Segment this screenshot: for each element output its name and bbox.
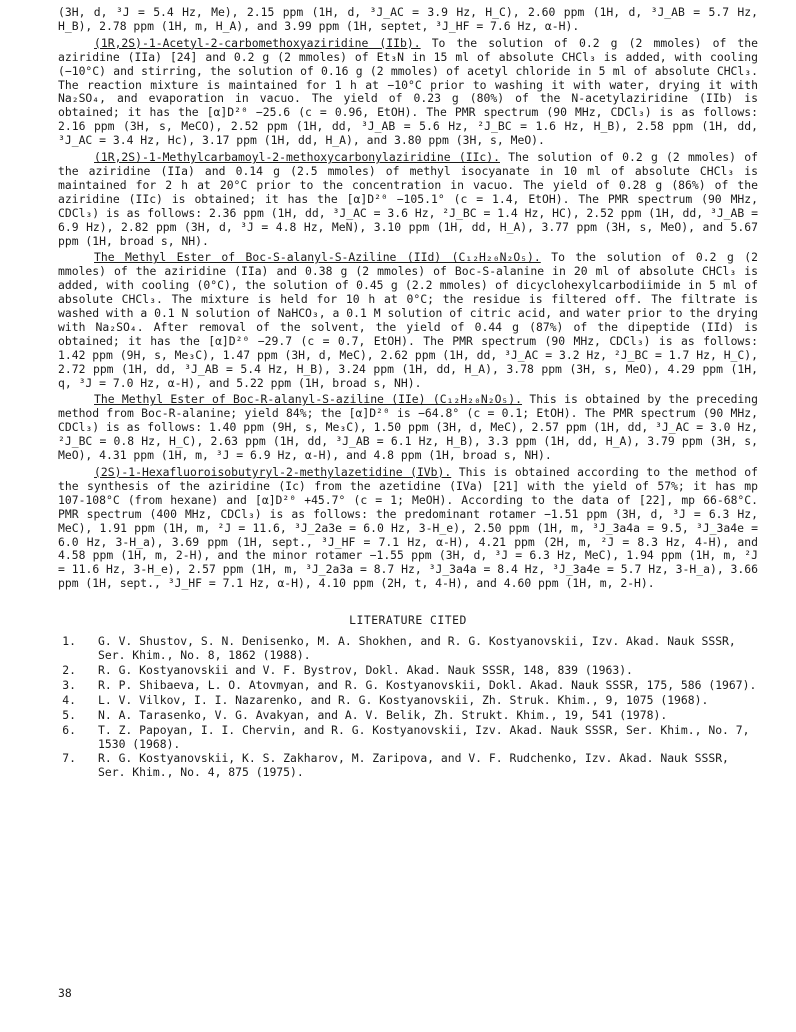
reference-number: 4. bbox=[62, 692, 76, 707]
paper-page bbox=[58, 6, 758, 781]
paragraph-text: This is obtained by the preceding method from Boc-R-alanine; yield 84%; the [α]D²⁰ is −64.8° (c = 0.1; EtOH). The PMR spectrum (90 MHz, CDCl₃) is as follows: 1.40 ppm (9H, s, Me₃C), 1.50 ppm (3H, d, MeC), 2.57 ppm (1H, dd, ³J_AC = 3.0 Hz, ²J_BC = 0.8 Hz, H_C), 2.63 ppm (1H, dd, ³J_AB = 6.1 Hz, H_B), 3.3 ppm (1H, dd, H_A), 3.79 ppm (3H, s, MeO), 4.31 ppm (1H, m, ³J = 6.9 Hz, α-H), and 4.8 ppm (1H, broad s, NH). bbox=[58, 392, 758, 463]
paragraph-text: To the solution of 0.2 g (2 mmoles) of the aziridine (IIa) [24] and 0.2 g (2 mmoles) of Et₃N in 15 ml of absolute CHCl₃ is added, with cooling (−10°C) and stirring, the solution of 0.16 g (2 mmoles) of acetyl chloride in 5 ml of absolute CHCl₃. The reaction mixture is maintained for 1 h at −10°C prior to washing it with water, drying it with Na₂SO₄, and evaporation in vacuo. The yield of 0.23 g (80%) of the N-acetylaziridine (IIb) is obtained; it has the [α]D²⁰ −25.6 (c = 0.96, EtOH). The PMR spectrum (90 MHz, CDCl₃) is as follows: 2.16 ppm (3H, s, MeCO), 2.52 ppm (1H, dd, ³J_AB = 5.6 Hz, ²J_BC = 1.6 Hz, H_B), 2.58 ppm (1H, dd, ³J_AC = 3.4 Hz, Hc), 3.17 ppm (1H, dd, H_A), and 3.80 ppm (3H, s, MeO). bbox=[58, 35, 758, 148]
reference-list bbox=[58, 635, 758, 780]
paragraph-text: This is obtained according to the method of the synthesis of the aziridine (Ic) from the azetidine (IVa) [21] with the yield of 57%; it has mp 107-108°C (from hexane) and [α]D²⁰ +45.7° (c = 1; MeOH). According to the data of [22], mp 66-68°C. PMR spectrum (400 MHz, CDCl₃) is as follows: the predominant rotamer −1.51 ppm (3H, d, ³J = 6.3 Hz, MeC), 1.91 ppm (1H, m, ²J = 11.6, ³J_2a3e = 6.0 Hz, 3-H_e), 2.50 ppm (1H, m, ³J_3a4a = 9.5, ³J_3a4e = 6.0 Hz, 3-H_a), 3.69 ppm (1H, sept., ³J_HF = 7.1 Hz, α-H), 4.21 ppm (2H, m, ²J = 8.3 Hz, 4-H), and 4.58 ppm (1H, m, 2-H), and the minor rotamer −1.55 ppm (3H, d, ³J = 6.3 Hz, MeC), 1.94 ppm (1H, m, ²J = 11.6 Hz, 3-H_e), 2.57 ppm (1H, m, ³J_2a3a = 8.7 Hz, ³J_3a4a = 8.4 Hz, ³J_3a4e = 5.7 Hz, 3-H_a), 3.66 ppm (1H, sept., ³J_HF = 7.1 Hz, α-H), 4.10 ppm (2H, t, 4-H), and 4.60 ppm (1H, m, 2-H). bbox=[58, 465, 758, 591]
reference-item bbox=[58, 664, 758, 678]
paragraph-text: The solution of 0.2 g (2 mmoles) of the aziridine (IIa) and 0.14 g (2.5 mmoles) of methyl isocyanate in 10 ml of absolute CHCl₃ is maintained for 2 h at 20°C prior to the concentration in vacuo. The yield of 0.28 g (86%) of the aziridine (IIc) is obtained; it has the [α]D²⁰ −105.1° (c = 1.4, EtOH). The PMR spectrum (90 MHz, CDCl₃) is as follows: 2.36 ppm (1H, dd, ³J_AC = 3.6 Hz, ²J_BC = 1.4 Hz, HC), 2.52 ppm (1H, dd, ³J_AB = 6.9 Hz), 2.82 ppm (3H, d, ³J = 4.8 Hz, MeN), 3.10 ppm (1H, dd, H_A), 3.77 ppm (3H, s, MeO), and 5.67 ppm (1H, broad s, NH). bbox=[58, 150, 758, 248]
reference-text: R. G. Kostyanovskii, K. S. Zakharov, M. Zaripova, and V. F. Rudchenko, Izv. Akad. Nauk SSSR, Ser. Khim., No. 4, 875 (1975). bbox=[98, 751, 729, 780]
paragraph-heading: (1R,2S)-1-Acetyl-2-carbomethoxyaziridine (IIb). bbox=[94, 35, 421, 50]
reference-number: 5. bbox=[62, 707, 76, 722]
reference-item bbox=[58, 679, 758, 693]
reference-number: 6. bbox=[62, 722, 76, 737]
reference-text: L. V. Vilkov, I. I. Nazarenko, and R. G. Kostyanovskii, Zh. Struk. Khim., 9, 1075 (1968). bbox=[98, 692, 709, 707]
paragraph-continued bbox=[58, 6, 758, 34]
reference-item bbox=[58, 635, 758, 663]
reference-text: R. P. Shibaeva, L. O. Atovmyan, and R. G. Kostyanovskii, Dokl. Akad. Nauk SSSR, 175, 586 (1967). bbox=[98, 677, 757, 692]
paragraph-text: (3H, d, ³J = 5.4 Hz, Me), 2.15 ppm (1H, d, ³J_AC = 3.9 Hz, H_C), 2.60 ppm (1H, d, ³J_AB = 5.7 Hz, H_B), 2.78 ppm (1H, m, H_A), and 3.99 ppm (1H, septet, ³J_HF = 7.6 Hz, α-H). bbox=[58, 5, 758, 33]
reference-item bbox=[58, 752, 758, 780]
reference-item bbox=[58, 709, 758, 723]
page-number: 38 bbox=[58, 986, 72, 1000]
reference-number: 3. bbox=[62, 677, 76, 692]
reference-number: 1. bbox=[62, 634, 76, 649]
reference-number: 7. bbox=[62, 751, 76, 766]
paragraph-heading: The Methyl Ester of Boc-R-alanyl-S-aziline (IIe) (C₁₂H₂₀N₂O₅). bbox=[94, 392, 523, 407]
paragraph-iid bbox=[58, 251, 758, 390]
literature-title: LITERATURE CITED bbox=[349, 613, 467, 628]
paragraph-iie bbox=[58, 393, 758, 463]
paragraph-text: To the solution of 0.2 g (2 mmoles) of the aziridine (IIa) and 0.38 g (2 mmoles) of Boc-S-alanine in 20 ml of absolute CHCl₃ is added, with cooling (0°C), the solution of 0.45 g (2.2 mmoles) of dicyclohexylcarbodiimide in 5 ml of absolute CHCl₃. The mixture is held for 10 h at 0°C; the residue is filtered off. The filtrate is washed with a 0.1 N solution of NaHCO₃, a 0.1 M solution of citric acid, and water prior to the drying with Na₂SO₄. After removal of the solvent, the yield of 0.44 g (87%) of the dipeptide (IId) is obtained; it has the [α]D²⁰ −29.7 (c = 0.7, EtOH). The PMR spectrum (90 MHz, CDCl₃) is as follows: 1.42 ppm (9H, s, Me₃C), 1.47 ppm (3H, d, MeC), 2.62 ppm (1H, dd, ³J_AC = 3.2 Hz, ²J_BC = 1.7 Hz, H_C), 2.72 ppm (1H, dd, ³J_AB = 5.4 Hz, H_B), 3.24 ppm (1H, dd, H_A), 3.78 ppm (3H, s, MeO), 4.29 ppm (1H, q, ³J = 7.0 Hz, α-H), and 5.22 ppm (1H, broad s, NH). bbox=[58, 250, 758, 390]
paragraph-heading: (2S)-1-Hexafluoroisobutyryl-2-methylazetidine (IVb). bbox=[94, 465, 452, 479]
reference-number: 2. bbox=[62, 662, 76, 677]
paragraph-heading: The Methyl Ester of Boc-S-alanyl-S-Aziline (IId) (C₁₂H₂₀N₂O₅). bbox=[94, 250, 541, 265]
paragraph-iib bbox=[58, 37, 758, 148]
paragraph-heading: (1R,2S)-1-Methylcarbamoyl-2-methoxycarbonylaziridine (IIc). bbox=[94, 150, 500, 165]
reference-item bbox=[58, 724, 758, 752]
paragraph-ivb bbox=[58, 466, 758, 591]
paragraph-iic bbox=[58, 151, 758, 248]
reference-text: N. A. Tarasenko, V. G. Avakyan, and A. V. Belik, Zh. Strukt. Khim., 19, 541 (1978). bbox=[98, 707, 668, 722]
reference-text: G. V. Shustov, S. N. Denisenko, M. A. Shokhen, and R. G. Kostyanovskii, Izv. Akad. Nauk SSSR, Ser. Khim., No. 8, 1862 (1988). bbox=[98, 634, 736, 663]
reference-item bbox=[58, 694, 758, 708]
reference-text: T. Z. Papoyan, I. I. Chervin, and R. G. Kostyanovskii, Izv. Akad. Nauk SSSR, Ser. Khim., No. 7, 1530 (1968). bbox=[98, 722, 750, 751]
reference-text: R. G. Kostyanovskii and V. F. Bystrov, Dokl. Akad. Nauk SSSR, 148, 839 (1963). bbox=[98, 662, 633, 677]
